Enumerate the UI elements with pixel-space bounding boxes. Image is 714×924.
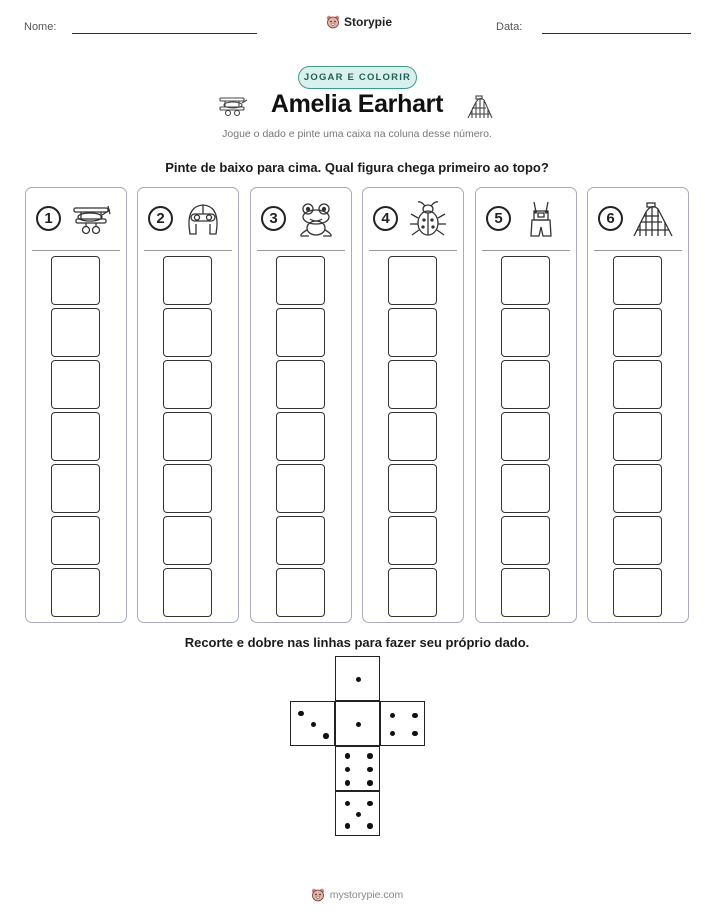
column-number: 2	[148, 206, 173, 231]
page-title: Amelia Earhart	[270, 90, 444, 118]
die-pip	[412, 713, 418, 719]
column-6	[587, 187, 689, 623]
color-box[interactable]	[501, 412, 550, 461]
die-face-3	[290, 701, 335, 746]
color-box[interactable]	[51, 308, 100, 357]
color-box[interactable]	[501, 308, 550, 357]
color-box[interactable]	[276, 360, 325, 409]
color-box[interactable]	[613, 412, 662, 461]
color-box[interactable]	[51, 568, 100, 617]
die-pip	[323, 733, 329, 739]
color-box[interactable]	[163, 360, 212, 409]
color-box[interactable]	[163, 308, 212, 357]
die-pip	[367, 801, 373, 807]
color-box[interactable]	[388, 308, 437, 357]
die-pip	[345, 823, 351, 829]
column-divider	[257, 250, 345, 251]
die-net[interactable]	[290, 656, 425, 836]
die-pip	[356, 722, 362, 728]
color-box[interactable]	[613, 516, 662, 565]
column-divider	[594, 250, 682, 251]
die-pip	[367, 823, 373, 829]
footer-url[interactable]: mystorypie.com	[329, 889, 404, 901]
bear-logo-icon	[311, 888, 325, 902]
die-pip	[390, 713, 396, 719]
name-line[interactable]	[72, 33, 257, 34]
column-2	[137, 187, 239, 623]
frog-icon	[295, 200, 337, 238]
die-face-6	[335, 746, 380, 791]
column-divider	[32, 250, 120, 251]
color-box[interactable]	[501, 360, 550, 409]
die-pip	[298, 711, 304, 717]
aviator-helmet-icon	[182, 200, 224, 238]
page-subtitle: Jogue o dado e pinte uma caixa na coluna desse número.	[222, 128, 492, 140]
color-box[interactable]	[613, 568, 662, 617]
column-4	[362, 187, 464, 623]
die-pip	[356, 677, 362, 683]
color-box[interactable]	[276, 568, 325, 617]
die-pip	[356, 812, 362, 818]
die-pip	[367, 767, 373, 773]
column-number: 6	[598, 206, 623, 231]
color-box[interactable]	[163, 568, 212, 617]
column-1	[25, 187, 127, 623]
color-box[interactable]	[613, 308, 662, 357]
color-box[interactable]	[51, 256, 100, 305]
brand-name: Storypie	[344, 15, 393, 29]
color-box[interactable]	[613, 360, 662, 409]
color-box[interactable]	[388, 516, 437, 565]
color-box[interactable]	[163, 412, 212, 461]
column-number: 5	[486, 206, 511, 231]
color-box[interactable]	[501, 464, 550, 513]
die-face-4	[380, 701, 425, 746]
brand-logo	[326, 15, 392, 29]
die-pip	[345, 753, 351, 759]
color-box[interactable]	[388, 464, 437, 513]
column-divider	[144, 250, 232, 251]
color-box[interactable]	[51, 516, 100, 565]
biplane-icon	[70, 200, 112, 238]
column-number: 3	[261, 206, 286, 231]
color-box[interactable]	[388, 568, 437, 617]
color-box[interactable]	[388, 412, 437, 461]
color-box[interactable]	[163, 516, 212, 565]
die-face-1	[335, 656, 380, 701]
color-box[interactable]	[501, 568, 550, 617]
color-box[interactable]	[163, 256, 212, 305]
color-box[interactable]	[501, 516, 550, 565]
instruction-bottom: Recorte e dobre nas linhas para fazer seu próprio dado.	[184, 635, 530, 650]
beetle-icon	[407, 200, 449, 238]
roller-coaster-icon	[632, 200, 674, 238]
instruction-top: Pinte de baixo para cima. Qual figura chega primeiro ao topo?	[165, 160, 549, 175]
color-box[interactable]	[276, 308, 325, 357]
color-box[interactable]	[613, 464, 662, 513]
column-number: 1	[36, 206, 61, 231]
die-pip	[390, 731, 396, 737]
die-pip	[345, 801, 351, 807]
color-box[interactable]	[51, 360, 100, 409]
color-box[interactable]	[388, 256, 437, 305]
date-line[interactable]	[542, 33, 691, 34]
column-divider	[369, 250, 457, 251]
column-number: 4	[373, 206, 398, 231]
color-box[interactable]	[276, 464, 325, 513]
die-pip	[311, 722, 317, 728]
overalls-icon	[520, 200, 562, 238]
color-box[interactable]	[388, 360, 437, 409]
die-pip	[345, 780, 351, 786]
color-box[interactable]	[276, 516, 325, 565]
die-face-1	[335, 701, 380, 746]
color-box[interactable]	[51, 412, 100, 461]
die-pip	[412, 731, 418, 737]
footer	[0, 888, 714, 902]
color-box[interactable]	[276, 412, 325, 461]
bear-logo-icon	[326, 15, 340, 29]
column-divider	[482, 250, 570, 251]
activity-badge: JOGAR E COLORIR	[298, 66, 417, 89]
die-pip	[367, 780, 373, 786]
die-pip	[367, 753, 373, 759]
color-box[interactable]	[613, 256, 662, 305]
column-5	[475, 187, 577, 623]
die-pip	[345, 767, 351, 773]
color-box[interactable]	[276, 256, 325, 305]
color-box[interactable]	[163, 464, 212, 513]
color-box[interactable]	[51, 464, 100, 513]
color-box[interactable]	[501, 256, 550, 305]
die-face-5	[335, 791, 380, 836]
title-roller-coaster-icon	[466, 94, 494, 120]
column-3	[250, 187, 352, 623]
name-label: Nome:	[24, 21, 57, 33]
date-label: Data:	[496, 21, 523, 33]
